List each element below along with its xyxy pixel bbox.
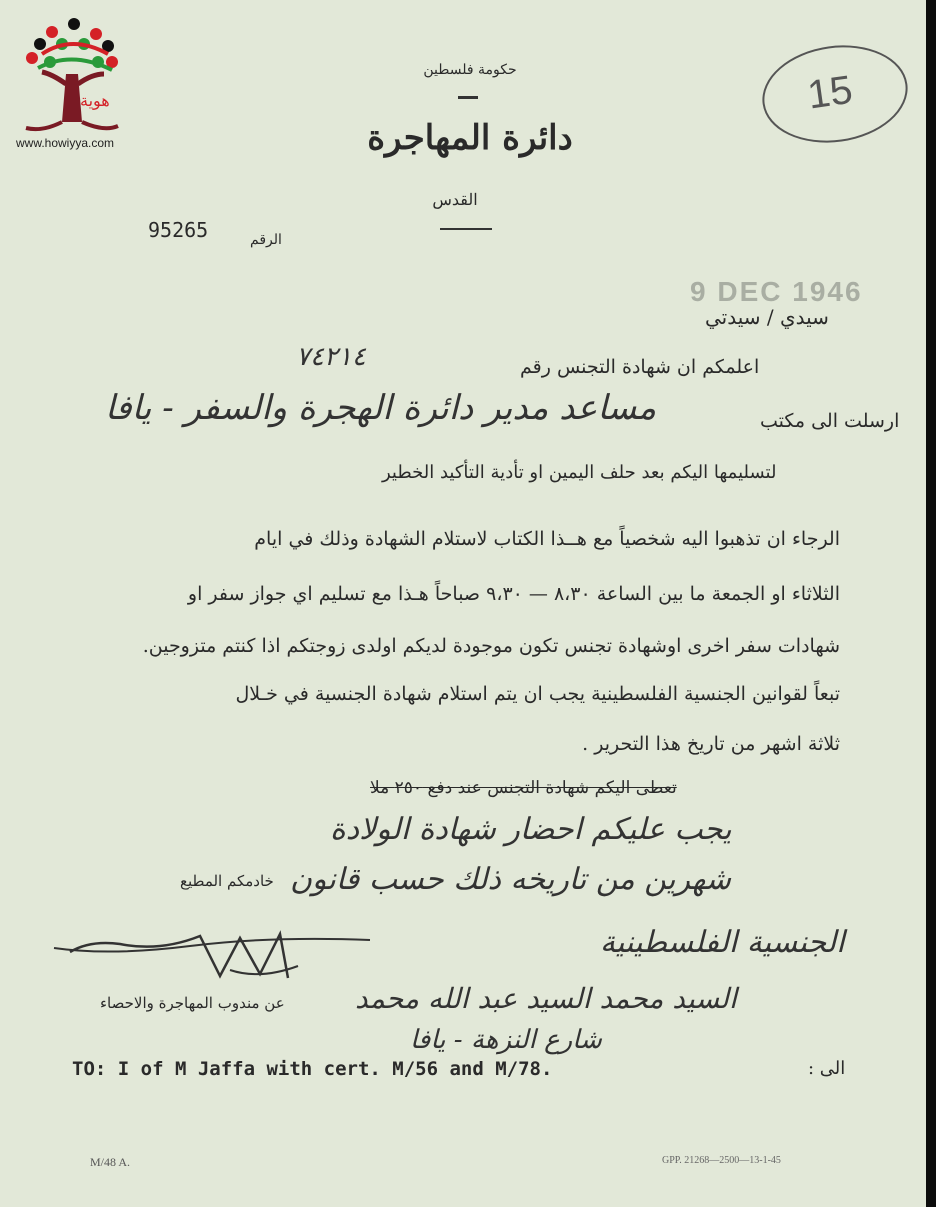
file-number-stamp — [756, 36, 914, 151]
date-stamp: 9 DEC 1946 — [690, 276, 863, 307]
city-label: القدس — [432, 190, 478, 209]
signature-icon — [50, 930, 380, 990]
recipient-address: شارع النزهة - يافا — [410, 1025, 602, 1055]
handwritten-note-3: الجنسية الفلسطينية — [600, 925, 845, 960]
header-dash — [458, 96, 478, 99]
howiyya-logo — [12, 14, 142, 154]
letter-line-3: لتسليمها اليكم بعد حلف اليمين او تأدية التأكيد الخطير — [382, 462, 777, 483]
letter-line-1: اعلمكم ان شهادة التجنس رقم — [520, 356, 760, 378]
salutation: سيدي / سيدتي — [705, 305, 829, 329]
paragraph-line-2: الثلاثاء او الجمعة ما بين الساعة ٨،٣٠ — ٩،٣٠ صباحاً هـذا مع تسليم اي جواز سفر او — [187, 583, 840, 605]
reference-number: 95265 — [148, 218, 209, 242]
on-behalf-label: عن مندوب المهاجرة والاحصاء — [100, 994, 285, 1012]
header-rule — [440, 228, 492, 230]
print-code: GPP. 21268—2500—13-1-45 — [662, 1155, 781, 1166]
reference-label: الرقم — [250, 232, 282, 248]
paragraph-line-4: تبعاً لقوانين الجنسية الفلسطينية يجب ان يتم استلام شهادة الجنسية في خـلال — [235, 683, 840, 705]
letter-line-2: ارسلت الى مكتب — [760, 410, 900, 432]
handwritten-cert-number: ٧٤٢١٤ — [296, 342, 366, 372]
handwritten-office: مساعد مدير دائرة الهجرة والسفر - يافا — [105, 388, 657, 428]
handwritten-note-2: شهرين من تاريخه ذلك حسب قانون — [290, 862, 731, 897]
paragraph-line-5: ثلاثة اشهر من تاريخ هذا التحرير . — [582, 733, 840, 755]
tree-logo-icon — [12, 14, 132, 138]
struck-fee-line: تعطى اليكم شهادة التجنس عند دفع ٢٥٠ ملا — [370, 778, 677, 798]
recipient-name: السيد محمد السيد عبد الله محمد — [355, 982, 737, 1015]
handwritten-note-1: يجب عليكم احضار شهادة الولادة — [330, 812, 732, 847]
servant-closing: خادمكم المطيع — [180, 872, 274, 890]
logo-brand-text: هوية — [80, 91, 110, 110]
to-english-line: TO: I of M Jaffa with cert. M/56 and M/78. — [72, 1058, 553, 1080]
file-number: 15 — [804, 67, 856, 118]
logo-site-label: www.howiyya.com — [16, 136, 115, 150]
form-code: M/48 A. — [90, 1155, 131, 1169]
department-title: دائرة المهاجرة — [367, 118, 573, 158]
paragraph-line-3: شهادات سفر اخرى اوشهادة تجنس تكون موجودة لديكم اولدى زوجتكم اذا كنتم متزوجين. — [142, 635, 840, 657]
to-label: الى : — [808, 1058, 846, 1079]
paragraph-line-1: الرجاء ان تذهبوا اليه شخصياً مع هــذا الكتاب لاستلام الشهادة وذلك في ايام — [254, 528, 840, 550]
government-header: حكومة فلسطين — [423, 62, 517, 78]
